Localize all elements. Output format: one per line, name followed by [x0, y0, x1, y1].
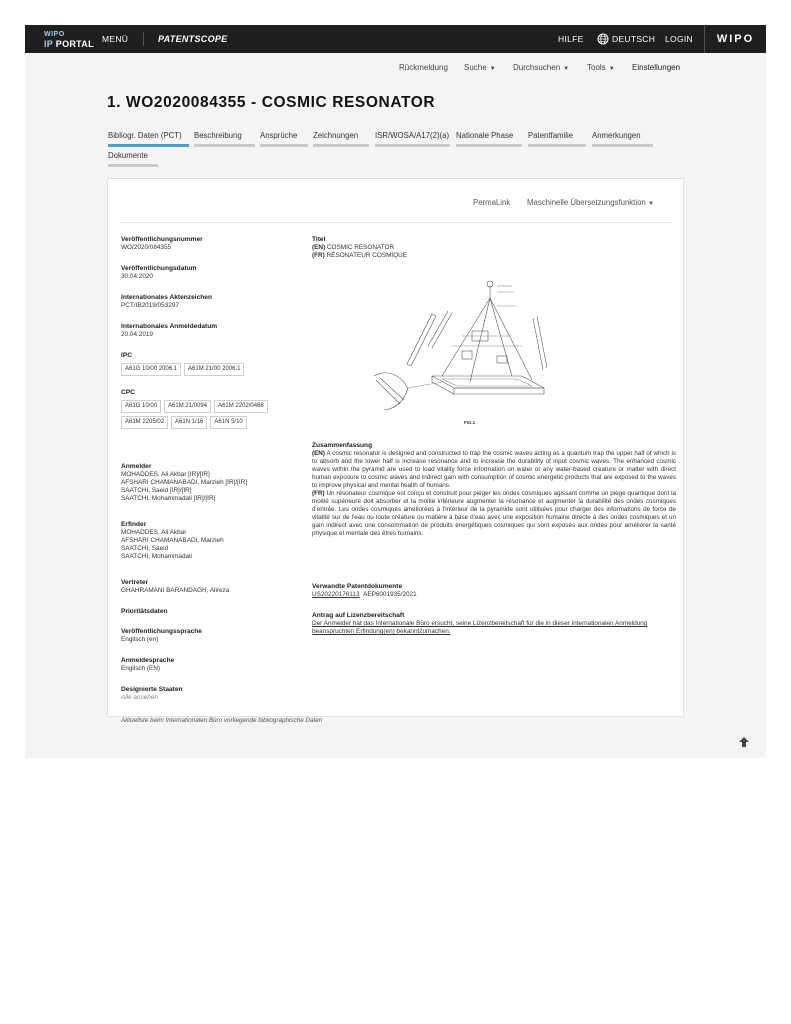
abstract-block [312, 442, 676, 538]
field-value: Englisch (en) [121, 636, 159, 643]
field-label: Internationales Aktenzeichen [121, 294, 212, 301]
tab-label: Anmerkungen [592, 131, 641, 140]
title-fr-text: RÉSONATEUR COSMIQUE [326, 252, 408, 259]
machine-translation-menu[interactable] [527, 198, 654, 207]
language-label: DEUTSCH [612, 34, 656, 44]
wipo-ip-portal-logo[interactable] [44, 31, 94, 48]
tab-indicator [592, 144, 653, 147]
lang-tag: (EN) [312, 450, 325, 457]
field-label: Titel [312, 236, 326, 243]
help-link[interactable]: HILFE [558, 34, 584, 44]
tab-indicator [528, 144, 586, 147]
field-value: WO/2020/084355 [121, 244, 172, 251]
related-doc-link[interactable]: US20220176113 [312, 591, 360, 598]
caret-down-icon: ▼ [489, 66, 496, 72]
browse-menu[interactable] [513, 63, 569, 72]
cpc-chip[interactable]: A61G 10/00 [121, 400, 161, 413]
inventor: MOHADDES, Ali Akbar [121, 529, 187, 536]
field-value: 20.04.2019 [121, 331, 153, 338]
priority-data [121, 608, 168, 616]
tab-biblio-data[interactable] [108, 131, 189, 147]
ipc-block [121, 352, 291, 376]
field-value: PCT/IB2019/053297 [121, 302, 179, 309]
figure-label: FIG.1 [464, 420, 476, 425]
related-list [312, 591, 676, 599]
view-all-states-link[interactable]: Alle ansehen [121, 694, 158, 701]
field-value: GHAHRAMANI BARANDAGH, Alireza [121, 587, 230, 594]
tab-notes[interactable] [592, 131, 653, 147]
logo-portal-text: PORTAL [55, 39, 94, 49]
applicant: MOHADDES, Ali Akbar [IR]/[IR] [121, 471, 210, 478]
tab-indicator [313, 144, 369, 147]
field-label: IPC [121, 352, 132, 359]
cpc-chip[interactable]: A61M 21/0094 [164, 400, 211, 413]
applicants [121, 463, 247, 503]
field-label: Anmelder [121, 463, 152, 470]
related-documents [312, 583, 676, 599]
login-link[interactable]: LOGIN [665, 34, 693, 44]
arrow-up-icon[interactable] [737, 735, 751, 749]
field-label: Zusammenfassung [312, 442, 373, 449]
tab-drawings[interactable] [313, 131, 369, 147]
wipo-logo[interactable]: WIPO [704, 25, 766, 53]
field-value: 30.04.2020 [121, 273, 153, 280]
tab-claims[interactable] [260, 131, 308, 147]
abstract-fr [312, 490, 676, 538]
search-menu[interactable] [464, 63, 496, 72]
tab-label: Zeichnungen [313, 131, 359, 140]
secondary-nav [25, 63, 766, 77]
applicant: SAATCHI, Saeid [IR]/[IR] [121, 487, 192, 494]
field-label: Internationales Anmeldedatum [121, 323, 218, 330]
page [25, 25, 766, 758]
license-block [312, 612, 676, 636]
filing-language [121, 657, 174, 673]
menu-button[interactable]: MENÜ [102, 34, 129, 44]
publication-date [121, 265, 196, 281]
inventor: SAATCHI, Saeid [121, 545, 169, 552]
biblio-card [107, 178, 684, 724]
divider [120, 222, 672, 223]
agent [121, 579, 229, 595]
settings-link[interactable]: Einstellungen [632, 63, 681, 72]
feedback-link[interactable]: Rückmeldung [399, 63, 448, 72]
tab-indicator [108, 144, 189, 147]
publication-number [121, 236, 203, 252]
ipc-chips [121, 363, 291, 376]
tab-patent-family[interactable] [528, 131, 586, 147]
tab-description[interactable] [194, 131, 255, 147]
field-label: Veröffentlichungssprache [121, 628, 202, 635]
cpc-chip[interactable]: A61M 2202/0468 [214, 400, 268, 413]
field-label: Veröffentlichungsnummer [121, 236, 203, 243]
top-bar [25, 25, 766, 53]
title-en [312, 244, 676, 252]
tab-indicator [108, 164, 158, 167]
field-label: Anmeldesprache [121, 657, 175, 664]
designated-states [121, 686, 183, 702]
title-en-text: COSMIC RESONATOR [326, 244, 395, 251]
cpc-chip[interactable]: A61N 1/16 [171, 416, 207, 429]
machine-translation-label: Maschinelle Übersetzungsfunktion [527, 198, 646, 207]
tab-indicator [194, 144, 255, 147]
tab-label: Nationale Phase [456, 131, 514, 140]
applicant: AFSHARI CHAMANABADI, Marzieh [IR]/[IR] [121, 479, 248, 486]
caret-down-icon: ▼ [563, 66, 570, 72]
tab-indicator [456, 144, 522, 147]
tab-label: ISR/WOSA/A17(2)(a) [375, 131, 450, 140]
field-label: Designierte Staaten [121, 686, 183, 693]
caret-down-icon: ▼ [608, 66, 615, 72]
tab-label: Patentfamilie [528, 131, 574, 140]
tab-label: Bibliogr. Daten (PCT) [108, 131, 182, 140]
caret-down-icon: ▼ [647, 201, 654, 207]
tab-bar [108, 131, 678, 181]
tab-indicator [260, 144, 308, 147]
biblio-footnote: Aktuellste beim Internationalen Büro vorliegende bibliographische Daten [121, 717, 323, 724]
license-link[interactable]: Der Anmelder hat das Internationale Büro ersucht, seine Lizenzbereitschaft für die in dieser internationalen Anmeldung beanspruchten Erfindung(en) bekanntzumachen. [312, 620, 648, 635]
tools-menu[interactable] [587, 63, 615, 72]
title-fr [312, 252, 676, 260]
tab-national-phase[interactable] [456, 131, 522, 147]
tab-label: Dokumente [108, 151, 148, 160]
abstract-en [312, 450, 676, 490]
tab-indicator [375, 144, 450, 147]
abstract-en-text: A cosmic resonator is designed and constructed to trap the cosmic waves acting as a quantum trap the upper half of which is to absorb and the lower half is increase resonance and to increase the durability of input cosmic waves. The enhanced cosmic waves within the pyramid are used to load vitality force information on water or any water-based creature or matter with direct human exposure to cosmic waves and indirect gain with consumption of cosmic energetic products that are exposed to the waves to improve physical and mental health of humans. [312, 450, 676, 489]
field-label: CPC [121, 389, 135, 396]
tools-menu-label: Tools [587, 63, 606, 72]
abstract-fr-text: Un résonateur cosmique est conçu et construit pour piéger les ondes cosmiques agissant comme un piège quantique dont la moitié supérieure doit absorber et la moitié inférieure augmenter la résonance et augmenter la durabilité des ondes cosmiques d'entrée. Les ondes cosmiques améliorées à l'intérieur de la pyramide sont utilisées pour charger des informations de force de vitalité sur de l'eau ou toute créature ou matière à base d'eau avec une exposition humaine directe à des ondes cosmiques et un gain indirect avec une consommation de produits énergétiques cosmiques qui sont exposés aux ondes pour améliorer la santé physique et mentale des êtres humains. [312, 490, 676, 537]
inventor: AFSHARI CHAMANABADI, Marzieh [121, 537, 224, 544]
field-label: Antrag auf Lizenzbereitschaft [312, 612, 405, 619]
patentscope-link[interactable]: PATENTSCOPE [158, 34, 228, 44]
ipc-chip[interactable]: A61M 21/00 2006.1 [184, 363, 244, 376]
logo-line2 [44, 40, 94, 48]
cpc-chip[interactable]: A61M 2205/02 [121, 416, 168, 429]
intl-filing-date [121, 323, 217, 339]
permalink-link[interactable]: PermaLink [473, 198, 511, 207]
publication-language [121, 628, 202, 644]
divider [143, 32, 144, 46]
related-doc-text: AEP6001935/2021 [363, 591, 417, 598]
cpc-chips [121, 400, 291, 429]
field-value: Englisch (EN) [121, 665, 161, 672]
ipc-chip[interactable]: A61G 10/00 2006.1 [121, 363, 181, 376]
tab-isr-wosa[interactable] [375, 131, 450, 147]
field-label: Vertreter [121, 579, 149, 586]
lang-tag: (FR) [312, 252, 325, 259]
lang-tag: (EN) [312, 244, 326, 251]
inventor: SAATCHI, Mohammadali [121, 553, 192, 560]
intl-application-number [121, 294, 212, 310]
language-selector[interactable] [597, 25, 655, 53]
logo-ip-text: IP [44, 39, 53, 49]
inventors [121, 521, 224, 561]
field-label: Erfinder [121, 521, 147, 528]
search-menu-label: Suche [464, 63, 487, 72]
patent-drawing[interactable] [372, 276, 552, 428]
applicant: SAATCHI, Mohammadali [IR]/[IR] [121, 495, 216, 502]
logo-line1: WIPO [44, 31, 65, 38]
tab-label: Beschreibung [194, 131, 242, 140]
tab-label: Ansprüche [260, 131, 298, 140]
field-label: Prioritätsdaten [121, 608, 168, 615]
field-label: Verwandte Patentdokumente [312, 583, 403, 590]
title-block [312, 236, 676, 260]
page-title: 1. WO2020084355 - COSMIC RESONATOR [107, 94, 436, 111]
cpc-block [121, 389, 291, 429]
browse-menu-label: Durchsuchen [513, 63, 561, 72]
cpc-chip[interactable]: A61N 5/10 [210, 416, 246, 429]
tab-documents[interactable] [108, 151, 158, 167]
globe-icon [597, 33, 609, 45]
field-label: Veröffentlichungsdatum [121, 265, 197, 272]
lang-tag: (FR) [312, 490, 325, 497]
